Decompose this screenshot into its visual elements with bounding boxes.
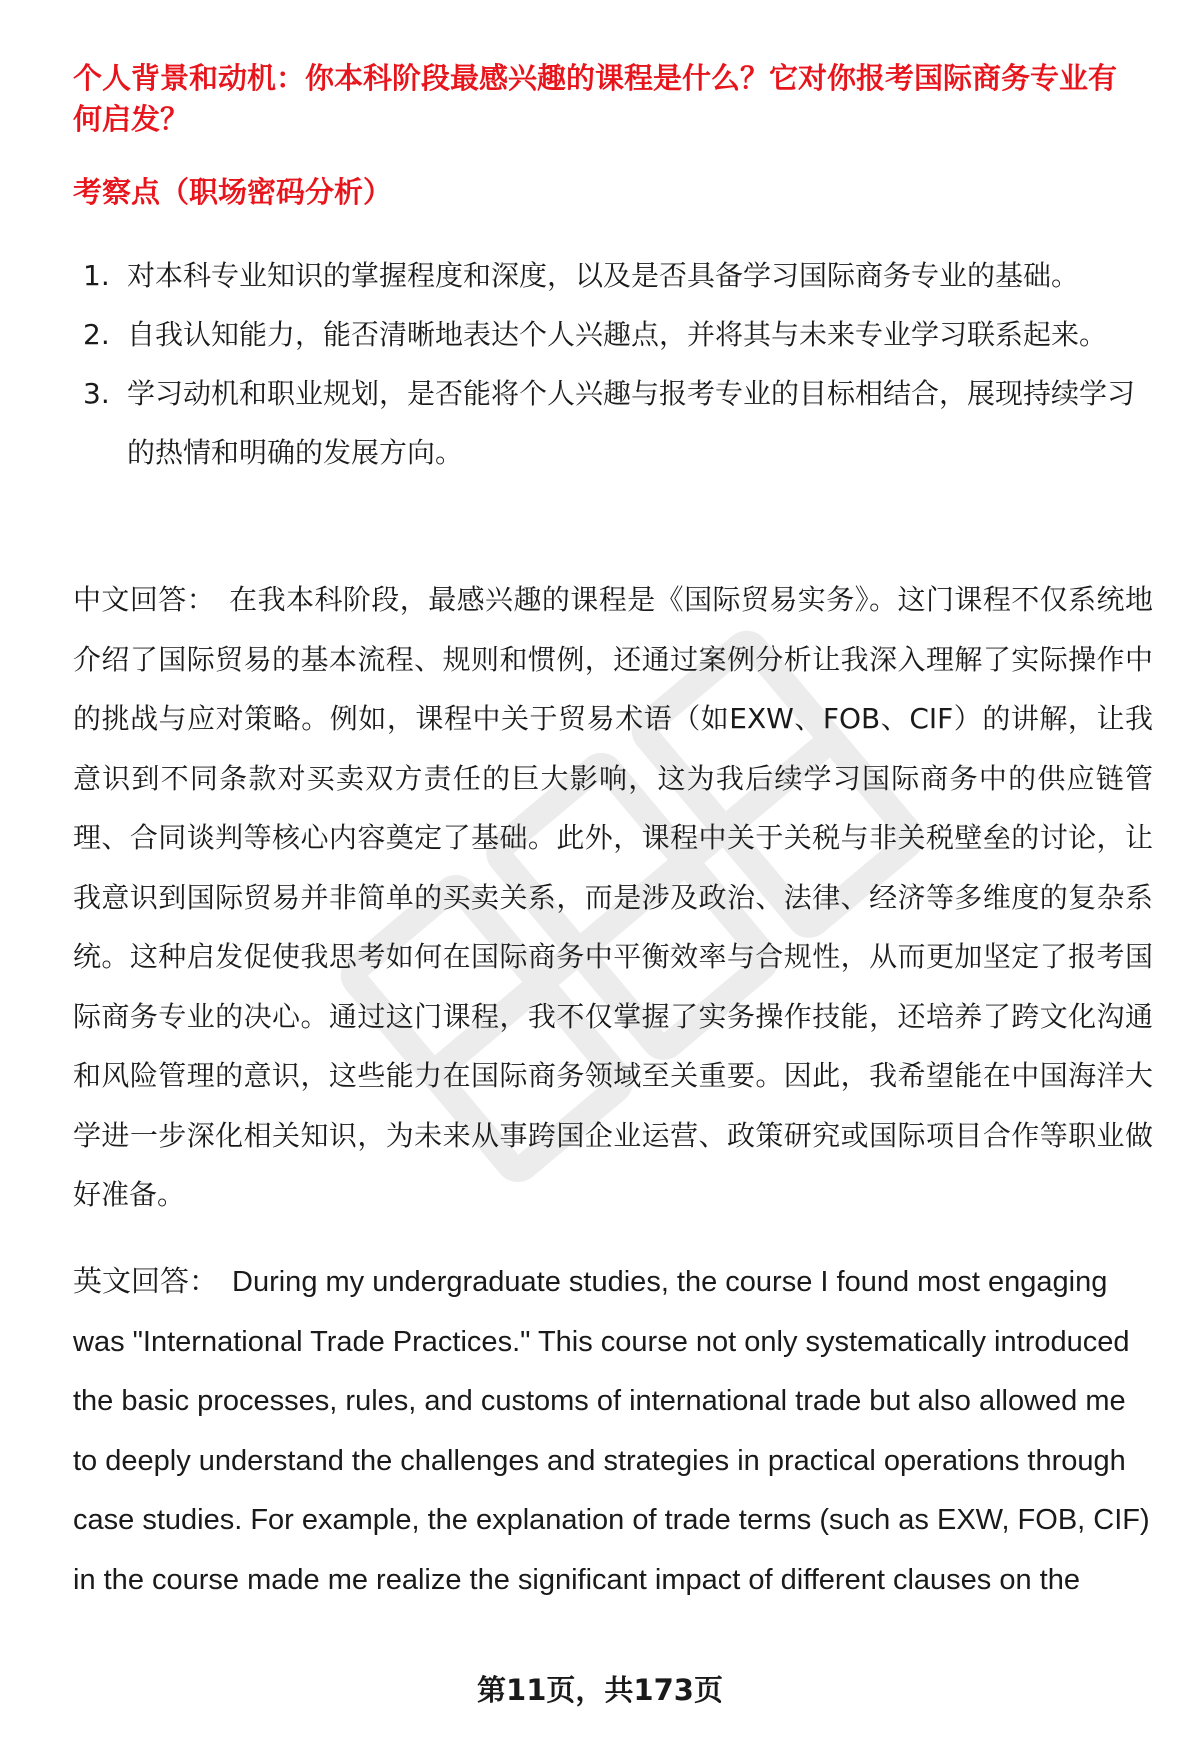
chinese-answer-text: 在我本科阶段，最感兴趣的课程是《国际贸易实务》。这门课程不仅系统地介绍了国际贸易的基本流程、规则和惯例，还通过案例分析让我深入理解了实际操作中的挑战与应对策略。例如，课程中关于贸易术语（如EXW、FOB、CIF）的讲解，让我意识到不同条款对买卖双方责任的巨大影响，这为我后续学习国际商务中的供应链管理、合同谈判等核心内容奠定了基础。此外，课程中关于关税与非关税壁垒的讨论，让我意识到国际贸易并非简单的买卖关系，而是涉及政治、法律、经济等多维度的复杂系统。这种启发促使我思考如何在国际商务中平衡效率与合规性，从而更加坚定了报考国际商务专业的决心。通过这门课程，我不仅掌握了实务操作技能，还培养了跨文化沟通和风险管理的意识，这些能力在国际商务领域至关重要。因此，我希望能在中国海洋大学进一步深化相关知识，为未来从事跨国企业运营、政策研究或国际项目合作等职业做好准备。 xyxy=(73,583,1153,1211)
chinese-answer-label: 中文回答： xyxy=(73,583,216,616)
list-item-number: 2. xyxy=(83,318,110,351)
question-heading: 个人背景和动机：你本科阶段最感兴趣的课程是什么？它对你报考国际商务专业有何启发？ xyxy=(73,61,1118,136)
list-item-number: 3. xyxy=(83,377,110,410)
list-item xyxy=(73,246,1153,305)
list-item xyxy=(73,364,1153,482)
english-answer-label: 英文回答： xyxy=(73,1266,219,1298)
list-item xyxy=(73,305,1153,364)
english-answer-text: During my undergraduate studies, the course I found most engaging was "International Trade Practices." This course not only systematically introduced the basic processes, rules, and customs of international trade but also allowed me to deeply understand the challenges and strategies in practical operations through case studies. For example, the explanation of trade terms (such as EXW, FOB, CIF) in the course made me realize the significant impact of different clauses on the xyxy=(73,1266,1150,1596)
list-item-text: 对本科专业知识的掌握程度和深度，以及是否具备学习国际商务专业的基础。 xyxy=(127,259,1080,292)
assessment-points-title: 考察点（职场密码分析） xyxy=(73,175,393,209)
list-item-text: 自我认知能力，能否清晰地表达个人兴趣点，并将其与未来专业学习联系起来。 xyxy=(127,318,1108,351)
page-number-footer: 第11页，共173页 xyxy=(477,1673,723,1707)
list-item-text: 学习动机和职业规划，是否能将个人兴趣与报考专业的目标相结合，展现持续学习的热情和明确的发展方向。 xyxy=(127,377,1136,469)
assessment-points-list xyxy=(73,246,1153,482)
chinese-answer xyxy=(73,570,1153,1225)
list-item-number: 1. xyxy=(83,259,110,292)
english-answer xyxy=(73,1253,1153,1610)
